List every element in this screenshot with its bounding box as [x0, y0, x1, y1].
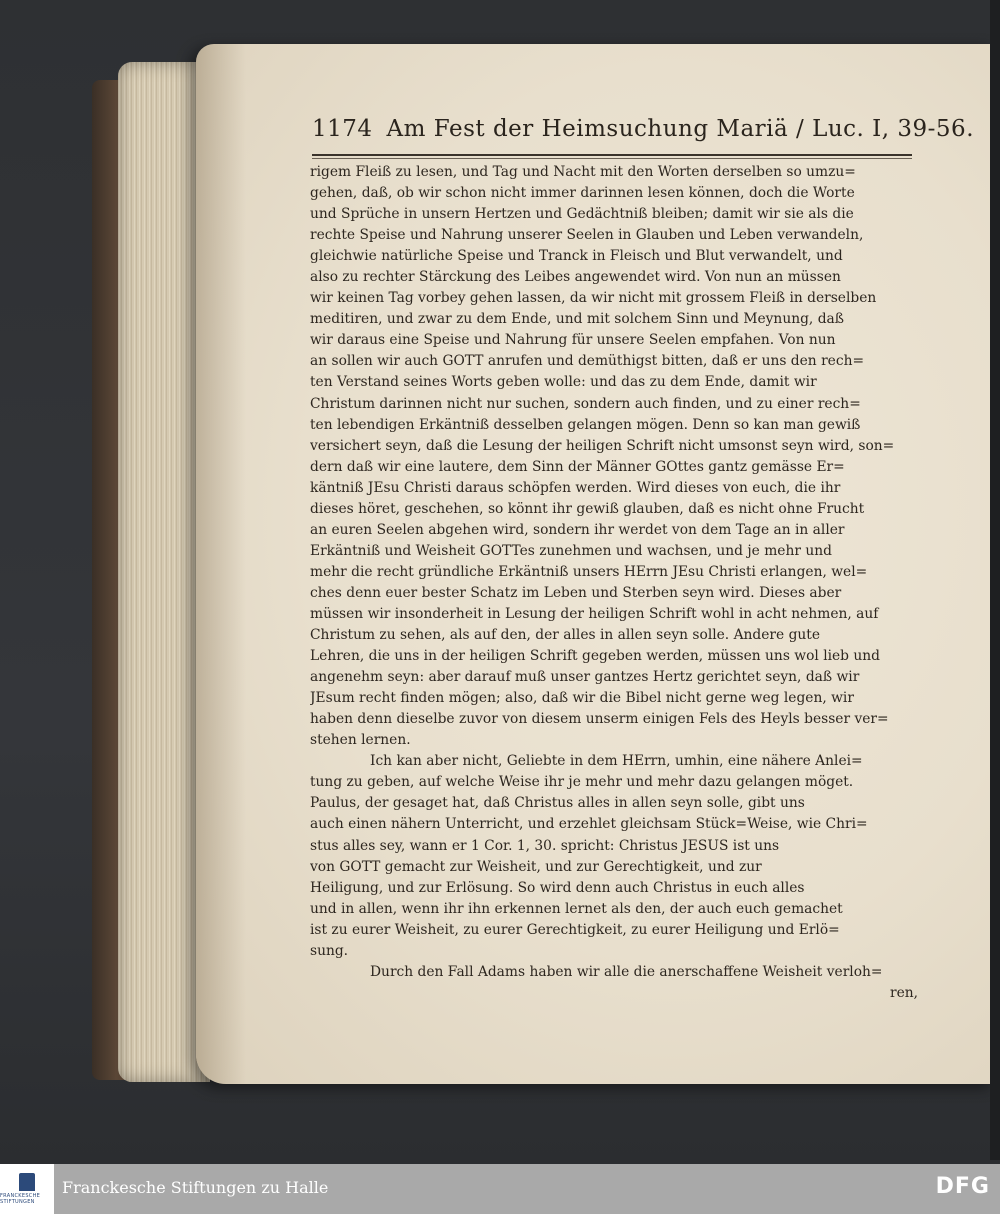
logo-mark-icon	[19, 1173, 35, 1191]
text-line: von GOTT gemacht zur Weisheit, und zur Gerechtigkeit, und zur	[310, 858, 762, 875]
text-line: und in allen, wenn ihr ihn erkennen lernet als den, der auch euch gemachet	[310, 900, 843, 917]
text-line: Lehren, die uns in der heiligen Schrift gegeben werden, müssen uns wol lieb und	[310, 648, 881, 665]
text-line: Paulus, der gesaget hat, daß Christus alles in allen seyn solle, gibt uns	[310, 795, 805, 812]
footer-bar	[0, 1164, 1000, 1214]
text-line: angenehm seyn: aber darauf muß unser gantzes Hertz gerichtet seyn, daß wir	[310, 669, 860, 686]
text-line: wir keinen Tag vorbey gehen lassen, da wir nicht mit grossem Fleiß in derselben	[310, 290, 877, 307]
text-line: also zu rechter Stärckung des Leibes angewendet wird. Von nun an müssen	[310, 269, 841, 286]
text-line: an euren Seelen abgehen wird, sondern ihr werdet von dem Tage an in aller	[310, 521, 845, 538]
text-line: meditiren, und zwar zu dem Ende, und mit solchem Sinn und Meynung, daß	[310, 311, 844, 328]
text-line: dern daß wir eine lautere, dem Sinn der Männer GOttes gantz gemässe Er=	[310, 458, 845, 475]
adjacent-page-edge	[990, 0, 1000, 1160]
institution-logo[interactable]	[0, 1164, 54, 1214]
text-line: Christum zu sehen, als auf den, der alles in allen seyn solle. Andere gute	[310, 627, 820, 644]
text-line: Christum darinnen nicht nur suchen, sondern auch finden, und zu einer rech=	[310, 395, 861, 412]
page-number: 1174	[312, 116, 373, 142]
text-line: JEsum recht finden mögen; also, daß wir die Bibel nicht gerne weg legen, wir	[310, 690, 854, 707]
logo-text: FRANCKESCHE STIFTUNGEN	[0, 1193, 41, 1205]
dfg-logo[interactable]: DFG	[935, 1174, 990, 1199]
page-body-text	[310, 162, 950, 1004]
text-line: sung.	[310, 942, 349, 959]
text-line: stus alles sey, wann er 1 Cor. 1, 30. spricht: Christus JESUS ist uns	[310, 837, 780, 854]
text-line: Durch den Fall Adams haben wir alle die anerschaffene Weisheit verloh=	[370, 963, 883, 980]
text-line: haben denn dieselbe zuvor von diesem unserm einigen Fels des Heyls besser ver=	[310, 711, 889, 728]
text-line: ren,	[890, 984, 919, 1001]
text-line: rechte Speise und Nahrung unserer Seelen in Glauben und Leben verwandeln,	[310, 227, 864, 244]
text-line: wir daraus eine Speise und Nahrung für unsere Seelen empfahen. Von nun	[310, 332, 836, 349]
text-line: auch einen nähern Unterricht, und erzehlet gleichsam Stück=Weise, wie Chri=	[310, 816, 868, 833]
institution-name[interactable]: Franckesche Stiftungen zu Halle	[62, 1178, 329, 1197]
text-line: tung zu geben, auf welche Weise ihr je mehr und mehr dazu gelangen möget.	[310, 774, 854, 791]
text-line: mehr die recht gründliche Erkäntniß unsers HErrn JEsu Christi erlangen, wel=	[310, 563, 868, 580]
running-head-title: Am Fest der Heimsuchung Mariä / Luc. I, 39-56.	[386, 116, 975, 142]
text-line: gleichwie natürliche Speise und Tranck in Fleisch und Blut verwandelt, und	[310, 248, 843, 265]
text-line: ten Verstand seines Worts geben wolle: und das zu dem Ende, damit wir	[310, 374, 817, 391]
text-line: Ich kan aber nicht, Geliebte in dem HErrn, umhin, eine nähere Anlei=	[370, 753, 863, 770]
text-line: ches denn euer bester Schatz im Leben und Sterben seyn wird. Dieses aber	[310, 584, 842, 601]
running-header	[312, 116, 1000, 152]
text-line: dieses höret, geschehen, so könnt ihr gewiß glauben, daß es nicht ohne Frucht	[310, 500, 865, 517]
header-rule	[312, 154, 912, 156]
text-line: und Sprüche in unsern Hertzen und Gedächtniß bleiben; damit wir sie als die	[310, 206, 854, 223]
text-line: versichert seyn, daß die Lesung der heiligen Schrift nicht umsonst seyn wird, son=	[310, 437, 895, 454]
text-line: ten lebendigen Erkäntniß desselben gelangen mögen. Denn so kan man gewiß	[310, 416, 861, 433]
text-line: rigem Fleiß zu lesen, und Tag und Nacht mit den Worten derselben so umzu=	[310, 164, 856, 180]
text-line: Heiligung, und zur Erlösung. So wird denn auch Christus in euch alles	[310, 879, 805, 896]
text-line: gehen, daß, ob wir schon nicht immer darinnen lesen können, doch die Worte	[310, 185, 855, 202]
text-line: müssen wir insonderheit in Lesung der heiligen Schrift wohl in acht nehmen, auf	[310, 605, 879, 622]
text-line: an sollen wir auch GOTT anrufen und demüthigst bitten, daß er uns den rech=	[310, 353, 865, 370]
text-line: Erkäntniß und Weisheit GOTTes zunehmen und wachsen, und je mehr und	[310, 542, 832, 559]
text-line: stehen lernen.	[310, 732, 411, 749]
text-line: ist zu eurer Weisheit, zu eurer Gerechtigkeit, zu eurer Heiligung und Erlö=	[310, 921, 840, 938]
text-line: käntniß JEsu Christi daraus schöpfen werden. Wird dieses von euch, die ihr	[310, 479, 841, 496]
header-rule-thin	[312, 158, 912, 159]
